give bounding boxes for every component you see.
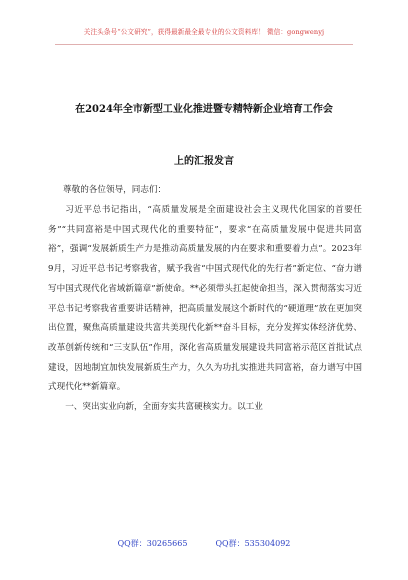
body-paragraph-2: 一、突出实业向新，全面夯实共富硬核实力。以工业: [65, 402, 263, 413]
body-paragraph-1: 习近平总书记指出，“高质量发展是全面建设社会主义现代化国家的首要任务”“共同富裕是中国式现代化的重要特征”，要求“在高质量发展中促进共同富裕”，强调“发展新质生产力是推动高质量发展的内在要求和重要着力点”。2023年9月，习近平总书记考察我省，赋予我省“中国式现代化的先行者”新定位、“奋力谱写中国式现代化省域新篇章”新使命。**必须带头扛起使命担当，深入贯彻落实习近平总书记考察我省重要讲话精神，把高质量发展这个新时代的“硬道理”放在更加突出位置，聚焦高质量建设共富共美现代化新**奋斗目标，充分发挥实体经济优势、改革创新传统和“三支队伍”作用，深化省高质量发展建设共同富裕示范区首批试点建设，因地制宜加快发展新质生产力，久久为功扎实推进共同富裕，奋力谱写中国式现代化**新篇章。: [48, 205, 362, 393]
footer-qq-group-2: QQ群：535304092: [215, 539, 291, 548]
document-title-line-2: 上的汇报发言: [174, 156, 234, 167]
footer-qq-group-1: QQ群：30265665: [117, 539, 188, 548]
document-body: [48, 201, 362, 418]
salutation: 尊敬的各位领导，同志们：: [63, 185, 167, 195]
header-divider: [55, 44, 353, 45]
footer-contact: [0, 538, 408, 549]
header-promo-note: 关注头条号“公文研究”，获得最新最全最专业的公文资料库！ 微信：gongwenyj: [83, 28, 325, 36]
document-title-line-1: 在2024年全市新型工业化推进暨专精特新企业培育工作会: [75, 104, 333, 115]
